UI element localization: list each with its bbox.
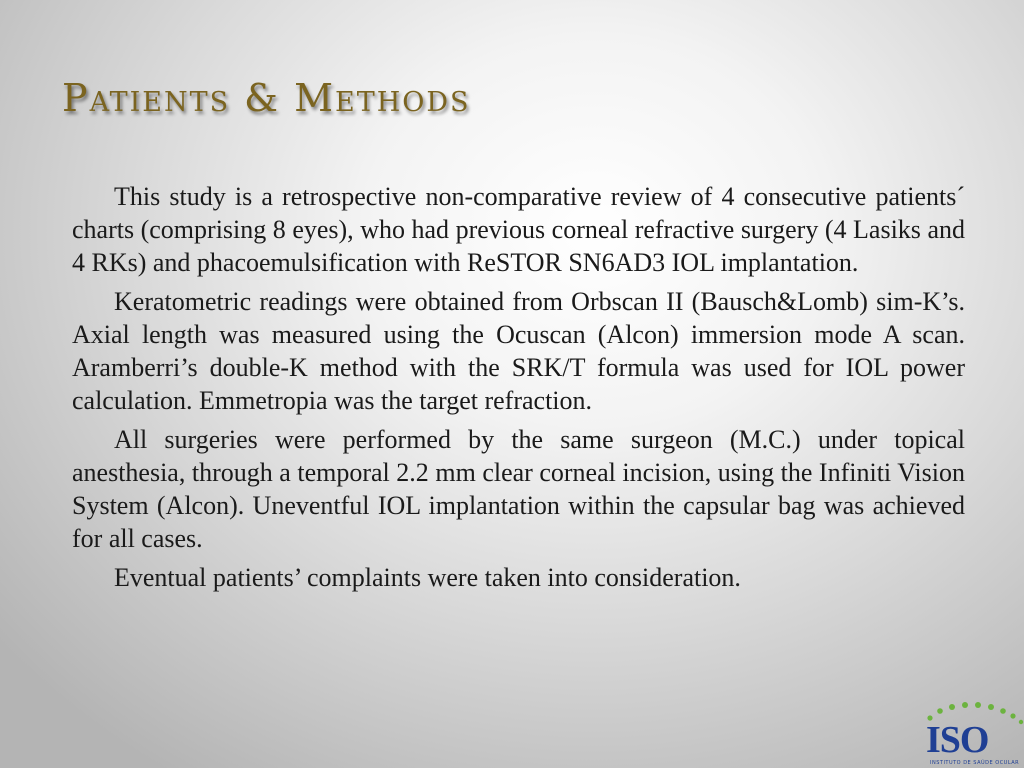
logo-tagline: INSTITUTO DE SAÚDE OCULAR — [930, 760, 1020, 766]
paragraph-surgery: All surgeries were performed by the same surgeon (M.C.) under topical anesthesia, through a temporal 2.2 mm clear corneal incision, using the Infiniti Vision System (Alcon). Uneventful IOL implantation within the capsular bag was achieved for all cases. — [72, 425, 965, 553]
slide-title: Patients & Methods — [62, 76, 471, 120]
slide-body — [72, 180, 965, 600]
paragraph-measurements: Keratometric readings were obtained from Orbscan II (Bausch&Lomb) sim-K’s. Axial length was measured using the Ocuscan (Alcon) immersion mode A scan. Aramberri’s double-K method with the SRK/T formula was used for IOL power calculation. Emmetropia was the target refraction. — [72, 287, 965, 415]
logo-wordmark: ISO — [926, 719, 989, 761]
iso-logo — [924, 698, 1024, 768]
paragraph-study-design: This study is a retrospective non-comparative review of 4 consecutive patients´ charts (comprising 8 eyes), who had previous corneal refractive surgery (4 Lasiks and 4 RKs) and phacoemulsification with ReSTOR SN6AD3 IOL implantation. — [72, 182, 965, 277]
paragraph-complaints: Eventual patients’ complaints were taken into consideration. — [114, 563, 741, 592]
